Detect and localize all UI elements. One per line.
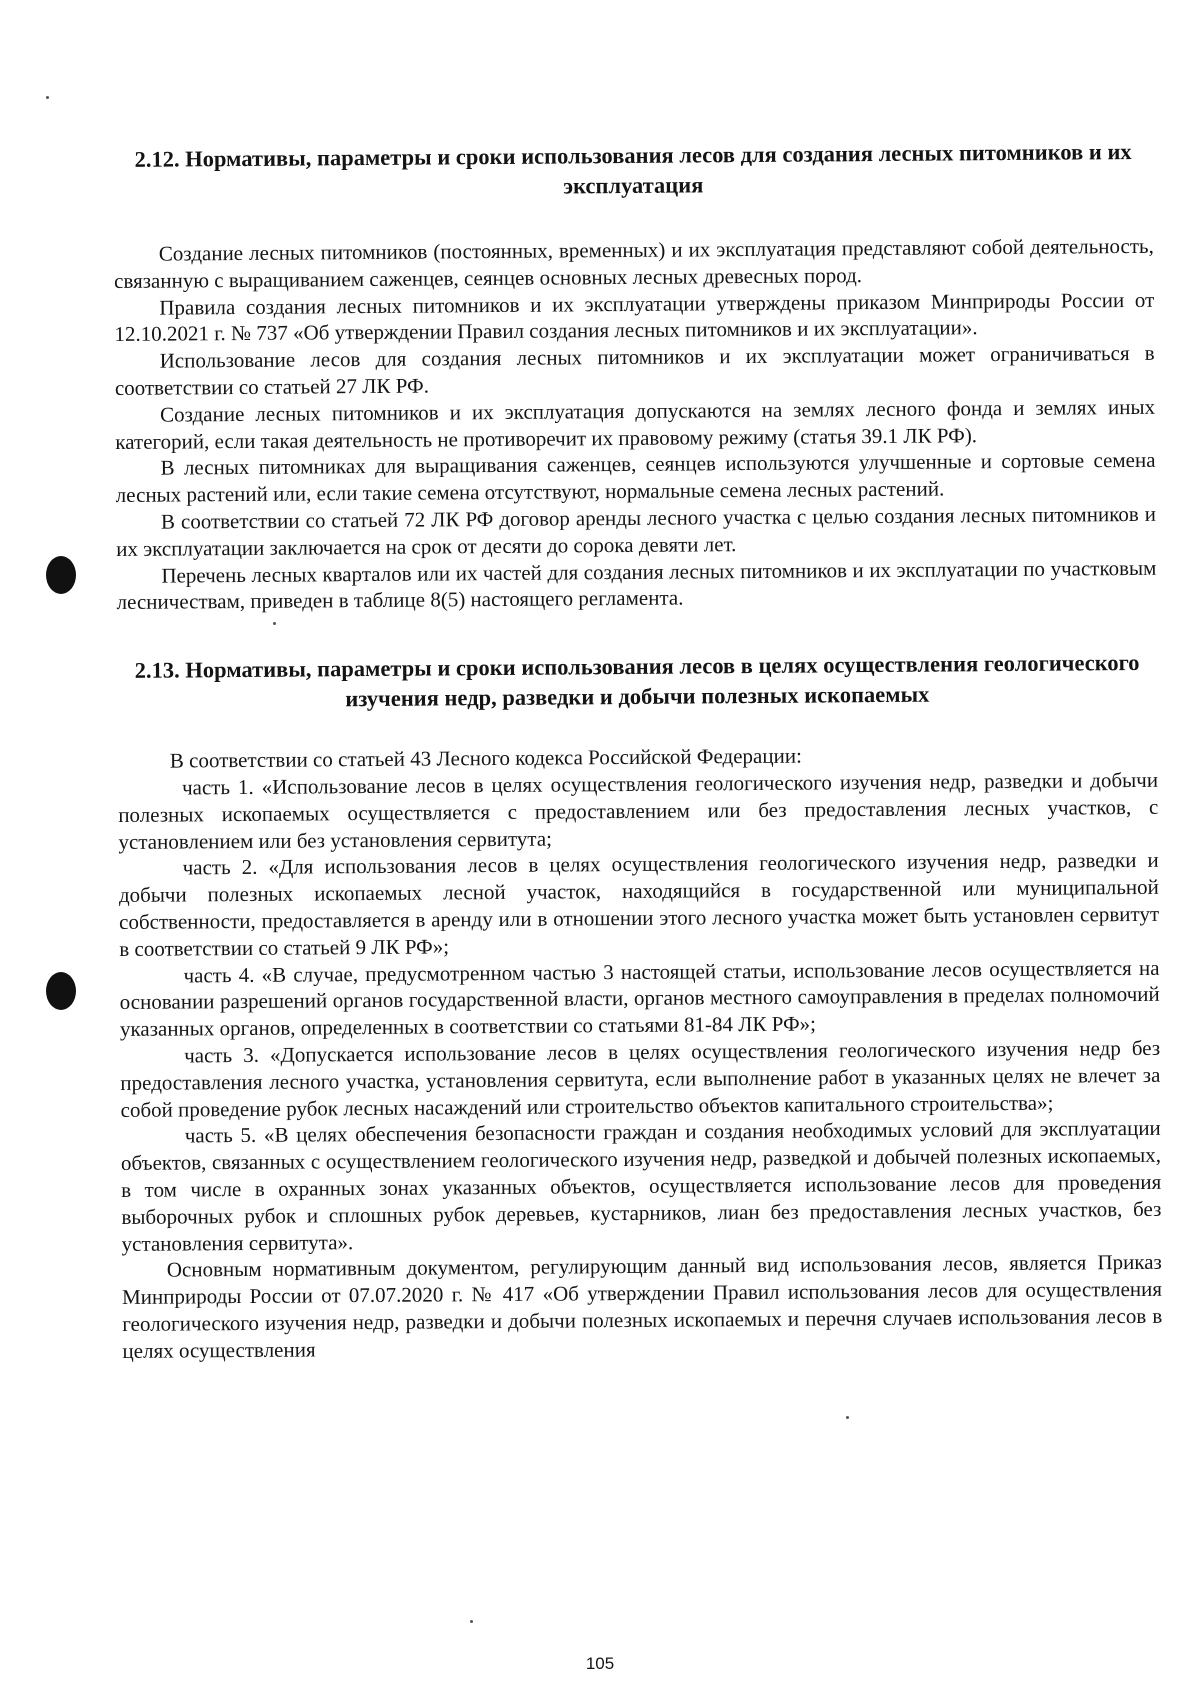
paragraph: В соответствии со статьей 72 ЛК РФ договор аренды лесного участка с целью создания лесных питомников и их эксплуатации заключается на срок от десяти до сорока девяти лет.	[116, 501, 1157, 561]
page-number: 105	[585, 1654, 615, 1673]
section-212-heading: 2.12. Нормативы, параметры и сроки использования лесов для создания лесных питомников и их эксплуатация	[134, 139, 1132, 199]
law-part: часть 4. «В случае, предусмотренном частью 3 настоящей статьи, использование лесов осуществляется на основании разрешений органов государственной власти, органов местного самоуправления в пределах полномочий указанных органов, определенных в соответствии со статьями 81-84 ЛК РФ»;	[119, 955, 1160, 1042]
section-213-body	[118, 740, 1163, 1364]
scan-speck	[846, 1416, 849, 1419]
law-part: часть 3. «Допускается использование лесов в целях осуществления геологического изучения недр без предоставления лесного участка, установления сервитута, если выполнение работ в указанных целях не влечет за собой проведение рубок лесных насаждений или строительство объектов капитального строительства»;	[120, 1035, 1161, 1122]
scan-speck	[470, 1620, 473, 1623]
paragraph: Использование лесов для создания лесных питомников и их эксплуатации может ограничиваться в соответствии со статьей 27 ЛК РФ.	[114, 341, 1155, 400]
paragraph: Создание лесных питомников и их эксплуатация допускаются на землях лесного фонда и землях иных категорий, если такая деятельность не противоречит их правовому режиму (статья 39.1 ЛК РФ).	[115, 394, 1156, 454]
law-part: часть 5. «В целях обеспечения безопасности граждан и создания необходимых условий для эксплуатации объектов, связанных с осуществлением геологического изучения недр, разведкой и добычей полезных ископаемых, в том числе в охранных зонах указанных объектов, осуществляется использование лесов для проведения выборочных рубок и сплошных рубок деревьев, кустарников, лиан без предоставления лесных участков, без установления сервитута».	[120, 1116, 1162, 1256]
paragraph: Правила создания лесных питомников и их эксплуатации утверждены приказом Минприроды России от 12.10.2021 г. № 737 «Об утверждении Правил создания лесных питомников и их эксплуатации».	[114, 287, 1155, 347]
paragraph: Перечень лесных кварталов или их частей для создания лесных питомников и их эксплуатации по участковым лесничествам, приведен в таблице 8(5) настоящего регламента.	[116, 555, 1157, 615]
binder-hole-top	[46, 556, 76, 594]
section-213-heading: 2.13. Нормативы, параметры и сроки использования лесов в целях осуществления геологического изучения недр, разведки и добычи полезных ископаемых	[134, 650, 1140, 712]
section-212-body	[114, 233, 1157, 616]
paragraph-closing: Основным нормативным документом, регулирующим данный вид использования лесов, является Приказ Минприроды России от 07.07.2020 г. № 417 «Об утверждении Правил использования лесов для осуществления геологического изучения недр, разведки и добычи полезных ископаемых и перечня случаев использования лесов в целях осуществления	[121, 1250, 1163, 1363]
law-part: часть 1. «Использование лесов в целях осуществления геологического изучения недр, разведки и добычи полезных ископаемых осуществляется с предоставлением или без предоставления лесных участков, с установлением или без установления сервитута;	[118, 767, 1159, 854]
scan-speck	[46, 96, 49, 99]
paragraph-intro: В соответствии со статьей 43 Лесного кодекса Российской Федерации:	[169, 743, 802, 773]
document-body	[113, 137, 1163, 1365]
paragraph: В лесных питомниках для выращивания саженцев, сеянцев используются улучшенные и сортовые семена лесных растений или, если такие семена отсутствуют, нормальные семена лесных растений.	[115, 448, 1156, 508]
paragraph: Создание лесных питомников (постоянных, временных) и их эксплуатация представляют собой деятельность, связанную с выращиванием саженцев, сеянцев основных лесных древесных пород.	[113, 233, 1154, 293]
binder-hole-bottom	[46, 972, 76, 1010]
law-part: часть 2. «Для использования лесов в целях осуществления геологического изучения недр, разведки и добычи полезных ископаемых лесной участок, находящийся в государственной или муниципальной собственности, предоставляется в аренду или в отношении этого лесного участка может быть установлен сервитут в соответствии со статьей 9 ЛК РФ»;	[118, 848, 1160, 961]
